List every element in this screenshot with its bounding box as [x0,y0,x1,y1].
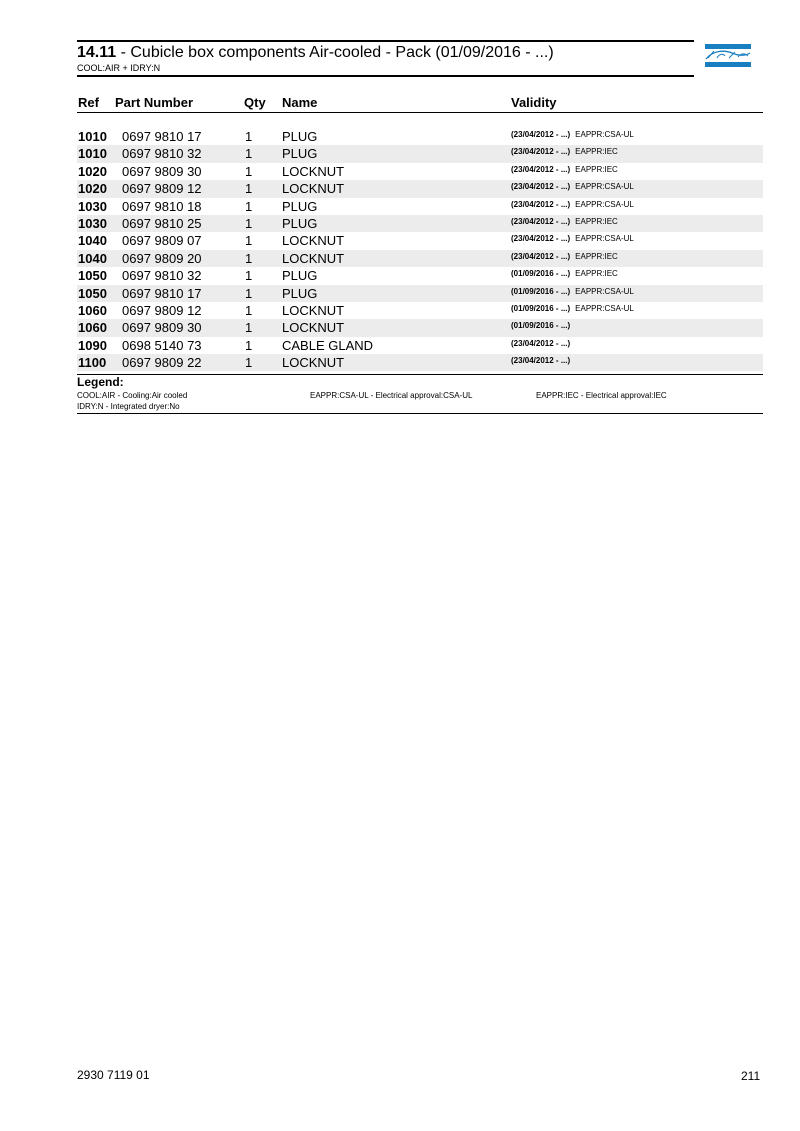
legend-iec: EAPPR:IEC - Electrical approval:IEC [536,391,667,400]
atlas-copco-logo-icon [705,44,751,68]
table-row [77,232,763,249]
legend-csa: EAPPR:CSA-UL - Electrical approval:CSA-UL [310,391,473,400]
table-row [77,163,763,180]
section-number: 14.11 [77,44,117,61]
ref-cell: 1090 [78,337,107,353]
table-row [77,267,763,284]
qty-cell: 1 [245,198,253,214]
col-name-header: Name [282,95,318,110]
name-cell: LOCKNUT [282,163,345,179]
part-number-cell: 0697 9809 07 [122,233,202,249]
table-row [77,302,763,319]
ref-cell: 1050 [78,285,107,301]
table-row [77,128,763,145]
name-cell: PLUG [282,268,318,284]
validity-cell [511,147,618,156]
col-validity-header: Validity [511,95,557,110]
qty-cell: 1 [245,215,253,231]
name-cell: PLUG [282,215,318,231]
part-number-cell: 0697 9809 20 [122,250,202,266]
table-row [77,250,763,267]
part-number-cell: 0697 9810 17 [122,129,202,144]
part-number-cell: 0697 9810 32 [122,268,202,284]
validity-cell [511,269,618,278]
name-cell: PLUG [282,285,318,301]
validity-cell [511,130,634,139]
validity-date: (23/04/2012 - ...) [511,164,571,174]
parts-table [77,128,763,371]
table-row [77,319,763,336]
validity-date: (23/04/2012 - ...) [511,130,571,139]
legend-cool: COOL:AIR - Cooling:Air cooled [77,391,188,400]
qty-cell: 1 [245,320,253,336]
document-number: 2930 7119 01 [77,1068,150,1082]
validity-cell [511,182,634,191]
qty-cell: 1 [245,163,253,179]
name-cell: LOCKNUT [282,355,345,371]
validity-cell [511,339,575,348]
validity-cell [511,217,618,226]
name-cell: LOCKNUT [282,233,345,249]
ref-cell: 1020 [78,181,107,197]
header-top-rule [77,40,694,42]
ref-cell: 1040 [78,250,107,266]
ref-cell: 1010 [78,146,107,162]
table-header [77,94,763,113]
legend-title: Legend: [77,375,124,389]
part-number-cell: 0697 9809 12 [122,302,202,318]
part-number-cell: 0697 9810 17 [122,285,202,301]
validity-cell [511,287,634,296]
page-title [77,43,694,62]
validity-date: (23/04/2012 - ...) [511,251,571,261]
validity-approval: EAPPR:CSA-UL [575,303,634,313]
validity-approval: EAPPR:IEC [575,147,618,157]
ref-cell: 1050 [78,268,107,284]
validity-cell [511,252,618,261]
part-number-cell: 0698 5140 73 [122,337,202,353]
col-ref-header: Ref [78,95,99,110]
validity-cell [511,321,575,330]
qty-cell: 1 [245,355,253,371]
ref-cell: 1040 [78,233,107,249]
name-cell: LOCKNUT [282,320,345,336]
qty-cell: 1 [245,181,253,197]
validity-cell [511,234,634,243]
validity-approval: EAPPR:CSA-UL [575,199,634,209]
col-part-header: Part Number [115,95,194,110]
validity-cell [511,165,618,174]
name-cell: LOCKNUT [282,250,345,266]
qty-cell: 1 [245,233,253,249]
validity-date: (23/04/2012 - ...) [511,234,571,244]
legend-idry: IDRY:N - Integrated dryer:No [77,402,180,411]
name-cell: PLUG [282,146,318,162]
ref-cell: 1030 [78,215,107,231]
qty-cell: 1 [245,129,253,144]
table-row [77,180,763,197]
ref-cell: 1030 [78,198,107,214]
validity-cell [511,200,634,209]
validity-date: (23/04/2012 - ...) [511,199,571,209]
validity-approval: EAPPR:CSA-UL [575,130,634,139]
part-number-cell: 0697 9809 22 [122,355,202,371]
validity-approval: EAPPR:CSA-UL [575,234,634,244]
table-row [77,337,763,354]
validity-date: (23/04/2012 - ...) [511,338,571,348]
name-cell: PLUG [282,198,318,214]
validity-date: (23/04/2012 - ...) [511,216,571,226]
validity-approval: EAPPR:IEC [575,269,618,279]
validity-approval: EAPPR:IEC [575,164,618,174]
validity-date: (23/04/2012 - ...) [511,356,571,366]
legend [77,374,763,414]
page-number: 211 [741,1069,761,1083]
name-cell: PLUG [282,129,318,144]
header-bottom-rule [77,75,694,77]
validity-date: (23/04/2012 - ...) [511,182,571,192]
qty-cell: 1 [245,302,253,318]
table-row [77,354,763,371]
validity-date: (23/04/2012 - ...) [511,147,571,157]
page-header [77,40,694,77]
qty-cell: 1 [245,146,253,162]
qty-cell: 1 [245,285,253,301]
part-number-cell: 0697 9809 30 [122,320,202,336]
validity-date: (01/09/2016 - ...) [511,303,571,313]
validity-cell [511,356,575,365]
name-cell: LOCKNUT [282,302,345,318]
validity-cell [511,304,634,313]
qty-cell: 1 [245,268,253,284]
table-row [77,285,763,302]
part-number-cell: 0697 9810 18 [122,198,202,214]
ref-cell: 1100 [78,355,107,371]
ref-cell: 1010 [78,129,107,144]
validity-date: (01/09/2016 - ...) [511,286,571,296]
section-title: - Cubicle box components Air-cooled - Pack (01/09/2016 - ...) [116,44,554,61]
table-row [77,198,763,215]
validity-approval: EAPPR:CSA-UL [575,182,634,192]
qty-cell: 1 [245,250,253,266]
page-subtitle: COOL:AIR + IDRY:N [77,63,161,73]
validity-approval: EAPPR:CSA-UL [575,286,634,296]
validity-approval: EAPPR:IEC [575,216,618,226]
atlas-copco-logo [705,44,751,68]
validity-date: (01/09/2016 - ...) [511,269,571,279]
col-qty-header: Qty [244,95,266,110]
table-row [77,215,763,232]
part-number-cell: 0697 9810 32 [122,146,202,162]
ref-cell: 1060 [78,302,107,318]
name-cell: LOCKNUT [282,181,345,197]
ref-cell: 1020 [78,163,107,179]
part-number-cell: 0697 9809 12 [122,181,202,197]
ref-cell: 1060 [78,320,107,336]
table-row [77,145,763,162]
validity-approval: EAPPR:IEC [575,251,618,261]
part-number-cell: 0697 9809 30 [122,163,202,179]
qty-cell: 1 [245,337,253,353]
validity-date: (01/09/2016 - ...) [511,321,571,331]
part-number-cell: 0697 9810 25 [122,215,202,231]
name-cell: CABLE GLAND [282,337,374,353]
